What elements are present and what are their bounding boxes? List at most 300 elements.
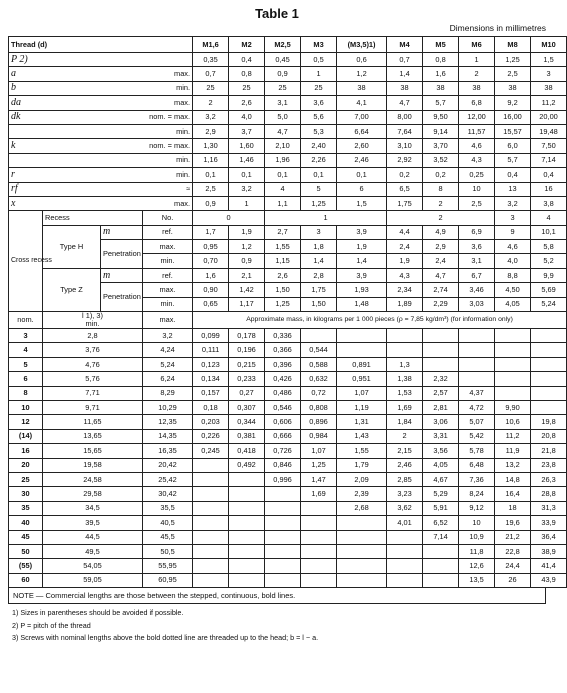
length-min: 34,5: [43, 501, 143, 515]
dim-value: 3,1: [265, 96, 301, 110]
table-row: [9, 182, 567, 196]
h-m-condition: ref.: [143, 225, 193, 239]
length-nom: 3: [9, 329, 43, 343]
dim-value: 6,8: [459, 96, 495, 110]
document-page: [8, 0, 558, 645]
length-nom: 40: [9, 516, 43, 530]
length-max: 5,24: [143, 357, 193, 371]
mass-value: [531, 386, 567, 400]
mass-value: [423, 573, 459, 587]
mass-value: 0,726: [265, 444, 301, 458]
footnote-1: 1) Sizes in parentheses should be avoided if possible.: [12, 608, 184, 618]
z-min-value: 5,24: [531, 297, 567, 311]
mass-value: 0,27: [229, 386, 265, 400]
z-m-value: 4,7: [423, 268, 459, 282]
dim-value: 1,46: [229, 153, 265, 167]
mass-value: 3,23: [387, 487, 423, 501]
mass-value: [265, 559, 301, 573]
dim-value: 1,1: [265, 196, 301, 210]
length-max: 6,24: [143, 372, 193, 386]
dim-symbol: [9, 153, 143, 167]
mass-value: 26,3: [531, 472, 567, 486]
mass-value: 1,53: [387, 386, 423, 400]
mass-value: 0,099: [193, 329, 229, 343]
mass-value: [193, 458, 229, 472]
z-min-value: 1,25: [265, 297, 301, 311]
dim-condition: max.: [143, 196, 193, 210]
dim-value: 2,6: [229, 96, 265, 110]
dim-value: 0,7: [193, 67, 229, 81]
mass-value: 21,2: [495, 530, 531, 544]
dim-value: 6,5: [387, 182, 423, 196]
length-min: 15,65: [43, 444, 143, 458]
length-max: 55,95: [143, 559, 193, 573]
mass-caption: Approximate mass, in kilograms per 1 000 pieces (ρ = 7,85 kg/dm³) (for information only): [193, 312, 567, 329]
h-max-condition: max.: [143, 240, 193, 254]
z-min-value: 1,48: [337, 297, 387, 311]
mass-value: [495, 329, 531, 343]
mass-value: 2,09: [337, 472, 387, 486]
mass-value: 1,69: [387, 400, 423, 414]
mass-value: [531, 357, 567, 371]
h-m-value: 2,7: [265, 225, 301, 239]
mass-value: [193, 501, 229, 515]
dim-value: 3,7: [229, 124, 265, 138]
mass-value: 0,492: [229, 458, 265, 472]
mass-value: 5,07: [459, 415, 495, 429]
length-max: 50,5: [143, 544, 193, 558]
mass-value: 0,226: [193, 429, 229, 443]
dim-value: 0,25: [459, 168, 495, 182]
length-nom: 5: [9, 357, 43, 371]
dim-value: 3,52: [423, 153, 459, 167]
dim-value: 38: [531, 81, 567, 95]
size-header: M5: [423, 37, 459, 53]
dim-condition: min.: [143, 168, 193, 182]
z-m-value: 6,7: [459, 268, 495, 282]
size-header: M2: [229, 37, 265, 53]
dim-value: 4,1: [337, 96, 387, 110]
recess-number: 4: [531, 211, 567, 225]
mass-value: 1,07: [301, 444, 337, 458]
dim-value: 25: [229, 81, 265, 95]
dim-value: 3,10: [387, 139, 423, 153]
dim-symbol: rf: [9, 182, 143, 196]
mass-value: 1,25: [301, 458, 337, 472]
mass-value: 0,381: [229, 429, 265, 443]
mass-value: [337, 343, 387, 357]
dim-value: 1,75: [387, 196, 423, 210]
mass-value: [229, 530, 265, 544]
h-m-value: 9: [495, 225, 531, 239]
mass-value: 20,8: [531, 429, 567, 443]
z-max-value: 1,75: [301, 283, 337, 297]
dim-value: 7,00: [337, 110, 387, 124]
mass-value: 10,9: [459, 530, 495, 544]
length-min: 24,58: [43, 472, 143, 486]
dim-value: 1,60: [229, 139, 265, 153]
table-row: [9, 110, 567, 124]
mass-value: 0,123: [193, 357, 229, 371]
dim-value: 11,2: [531, 96, 567, 110]
table-row: [9, 415, 567, 429]
mass-value: 2: [387, 429, 423, 443]
z-m-value: 4,3: [387, 268, 423, 282]
dim-value: 3,6: [301, 96, 337, 110]
mass-value: 8,24: [459, 487, 495, 501]
z-m-value: 2,6: [265, 268, 301, 282]
table-row: [9, 516, 567, 530]
length-min: 2,8: [43, 329, 143, 343]
dim-value: 4,6: [459, 139, 495, 153]
h-min-value: 5,2: [531, 254, 567, 268]
h-m-value: 3,9: [337, 225, 387, 239]
dim-value: 2,5: [495, 67, 531, 81]
mass-value: 9,90: [495, 400, 531, 414]
mass-value: 1,19: [337, 400, 387, 414]
mass-value: 0,336: [265, 329, 301, 343]
mass-value: 0,984: [301, 429, 337, 443]
h-max-value: 1,8: [301, 240, 337, 254]
dim-value: 2,40: [301, 139, 337, 153]
mass-value: [193, 472, 229, 486]
mass-value: 0,426: [265, 372, 301, 386]
mass-value: 0,307: [229, 400, 265, 414]
z-max-condition: max.: [143, 283, 193, 297]
dim-value: 5,3: [301, 124, 337, 138]
h-min-value: 1,15: [265, 254, 301, 268]
dim-value: 3,2: [495, 196, 531, 210]
h-max-value: 2,9: [423, 240, 459, 254]
length-nom: (55): [9, 559, 43, 573]
length-min: 9,71: [43, 400, 143, 414]
mass-value: 5,91: [423, 501, 459, 515]
table-row: [9, 357, 567, 371]
mass-value: 2,57: [423, 386, 459, 400]
mass-value: 1,55: [337, 444, 387, 458]
footnote-2: 2) P = pitch of the thread: [12, 620, 91, 630]
mass-value: [229, 544, 265, 558]
length-min: 39,5: [43, 516, 143, 530]
mass-value: 1,31: [337, 415, 387, 429]
dim-value: 6: [337, 182, 387, 196]
mass-value: 24,4: [495, 559, 531, 573]
length-nom: 30: [9, 487, 43, 501]
table-row: [9, 372, 567, 386]
dim-value: 5,6: [301, 110, 337, 124]
mass-value: 7,14: [423, 530, 459, 544]
dim-value: 38: [423, 81, 459, 95]
table-row: [9, 96, 567, 110]
mass-value: 1,38: [387, 372, 423, 386]
length-min: 13,65: [43, 429, 143, 443]
mass-value: [531, 400, 567, 414]
dim-value: 6,64: [337, 124, 387, 138]
dim-symbol: a: [9, 67, 143, 81]
h-max-value: 4,6: [495, 240, 531, 254]
mass-value: 1,69: [301, 487, 337, 501]
h-min-value: 0,9: [229, 254, 265, 268]
size-header: M2,5: [265, 37, 301, 53]
dim-symbol: r: [9, 168, 143, 182]
table-row: [9, 472, 567, 486]
z-max-value: 4,50: [495, 283, 531, 297]
mass-value: 0,366: [265, 343, 301, 357]
dim-value: 10: [459, 182, 495, 196]
table-row: [9, 139, 567, 153]
length-max: 8,29: [143, 386, 193, 400]
mass-value: [423, 329, 459, 343]
table-row: [9, 559, 567, 573]
dim-value: 2,92: [387, 153, 423, 167]
mass-value: 3,62: [387, 501, 423, 515]
footnote-3: 3) Screws with nominal lengths above the bold dotted line are threaded up to the head; b = l − a.: [12, 633, 319, 643]
dim-value: 0,45: [265, 53, 301, 67]
z-max-value: 1,93: [337, 283, 387, 297]
mass-value: 31,3: [531, 501, 567, 515]
dim-value: 7,14: [531, 153, 567, 167]
mass-value: 0,344: [229, 415, 265, 429]
length-nom: 12: [9, 415, 43, 429]
mass-value: 0,245: [193, 444, 229, 458]
mass-value: 26: [495, 573, 531, 587]
mass-value: [265, 544, 301, 558]
length-nom: 60: [9, 573, 43, 587]
mass-value: 19,6: [495, 516, 531, 530]
length-min: 59,05: [43, 573, 143, 587]
table-row: [9, 81, 567, 95]
mass-value: [337, 516, 387, 530]
mass-value: 3,06: [423, 415, 459, 429]
mass-value: 4,72: [459, 400, 495, 414]
mass-value: 0,111: [193, 343, 229, 357]
mass-value: 33,9: [531, 516, 567, 530]
table-row: [9, 573, 567, 587]
mass-value: [531, 343, 567, 357]
dim-value: 3,8: [531, 196, 567, 210]
length-max: 4,24: [143, 343, 193, 357]
z-max-value: 1,42: [229, 283, 265, 297]
mass-value: 12,6: [459, 559, 495, 573]
length-min: 49,5: [43, 544, 143, 558]
table-row: [9, 312, 567, 329]
z-min-condition: min.: [143, 297, 193, 311]
mass-value: [337, 544, 387, 558]
mass-value: [229, 501, 265, 515]
z-m-label: m: [101, 268, 143, 282]
dim-value: 2,5: [193, 182, 229, 196]
mass-value: 11,9: [495, 444, 531, 458]
mass-value: [301, 573, 337, 587]
table-row: [9, 487, 567, 501]
table-row: [9, 124, 567, 138]
mass-value: 0,203: [193, 415, 229, 429]
z-min-value: 1,17: [229, 297, 265, 311]
size-header: M6: [459, 37, 495, 53]
h-max-value: 1,2: [229, 240, 265, 254]
mass-value: 0,486: [265, 386, 301, 400]
table-row: [9, 429, 567, 443]
h-max-value: 5,8: [531, 240, 567, 254]
dim-value: 0,4: [229, 53, 265, 67]
mass-value: 4,37: [459, 386, 495, 400]
dim-value: 2,46: [337, 153, 387, 167]
mass-value: 1,43: [337, 429, 387, 443]
dim-value: 5: [301, 182, 337, 196]
mass-value: [495, 386, 531, 400]
table-row: [9, 544, 567, 558]
z-max-value: 1,50: [265, 283, 301, 297]
z-max-value: 2,34: [387, 283, 423, 297]
mass-value: 0,418: [229, 444, 265, 458]
dim-symbol: P 2): [9, 53, 143, 67]
length-min: 7,71: [43, 386, 143, 400]
recess-number: 1: [265, 211, 387, 225]
mass-value: [193, 573, 229, 587]
dim-value: 7,64: [387, 124, 423, 138]
length-min: 4,76: [43, 357, 143, 371]
dim-value: 0,8: [229, 67, 265, 81]
mass-value: 5,42: [459, 429, 495, 443]
mass-value: 3,31: [423, 429, 459, 443]
mass-value: 2,46: [387, 458, 423, 472]
mass-value: [423, 559, 459, 573]
table-row: [9, 37, 567, 53]
table-title: Table 1: [255, 6, 299, 21]
mass-value: 1,47: [301, 472, 337, 486]
mass-value: 11,8: [459, 544, 495, 558]
mass-value: [387, 329, 423, 343]
dim-value: 4: [265, 182, 301, 196]
dim-value: 0,2: [423, 168, 459, 182]
penetration-label-h: Penetration: [101, 240, 143, 269]
dim-condition: ≈: [143, 182, 193, 196]
h-m-value: 1,9: [229, 225, 265, 239]
z-m-value: 9,9: [531, 268, 567, 282]
dim-value: 11,57: [459, 124, 495, 138]
dim-value: 25: [193, 81, 229, 95]
dim-value: 9,50: [423, 110, 459, 124]
length-max: 25,42: [143, 472, 193, 486]
dim-symbol: [9, 124, 143, 138]
length-nom: 6: [9, 372, 43, 386]
mass-value: 10,6: [495, 415, 531, 429]
mass-value: 21,8: [531, 444, 567, 458]
mass-value: 2,68: [337, 501, 387, 515]
length-min: 3,76: [43, 343, 143, 357]
z-max-value: 2,74: [423, 283, 459, 297]
mass-value: [459, 357, 495, 371]
mass-value: 5,78: [459, 444, 495, 458]
dim-symbol: dk: [9, 110, 143, 124]
mass-value: 18: [495, 501, 531, 515]
dim-value: 5,0: [265, 110, 301, 124]
h-m-value: 6,9: [459, 225, 495, 239]
mass-value: [265, 530, 301, 544]
mass-value: [265, 573, 301, 587]
mass-value: 13,2: [495, 458, 531, 472]
dim-value: 0,8: [423, 53, 459, 67]
dim-value: 9,2: [495, 96, 531, 110]
table-row: [9, 196, 567, 210]
dim-value: 1,25: [301, 196, 337, 210]
mass-value: 0,546: [265, 400, 301, 414]
dim-value: 38: [337, 81, 387, 95]
z-m-value: 2,8: [301, 268, 337, 282]
h-min-value: 4,0: [495, 254, 531, 268]
recess-label: Recess: [43, 211, 143, 225]
dim-value: 4,7: [265, 124, 301, 138]
table-row: [9, 501, 567, 515]
h-min-value: 3,1: [459, 254, 495, 268]
dim-value: 0,35: [193, 53, 229, 67]
mass-value: 4,01: [387, 516, 423, 530]
mass-value: 0,996: [265, 472, 301, 486]
mass-value: [193, 544, 229, 558]
mass-value: 3,56: [423, 444, 459, 458]
mass-value: [229, 516, 265, 530]
mass-value: [301, 559, 337, 573]
mass-value: 2,81: [423, 400, 459, 414]
length-max: 45,5: [143, 530, 193, 544]
table-row: [9, 386, 567, 400]
length-min: 19,58: [43, 458, 143, 472]
dim-value: 1: [459, 53, 495, 67]
dim-value: 1: [229, 196, 265, 210]
length-min: 5,76: [43, 372, 143, 386]
dim-value: 0,4: [531, 168, 567, 182]
mass-value: 0,896: [301, 415, 337, 429]
mass-value: 5,29: [423, 487, 459, 501]
h-max-value: 1,55: [265, 240, 301, 254]
dim-value: 13: [495, 182, 531, 196]
dim-value: 3,2: [229, 182, 265, 196]
length-nom: (14): [9, 429, 43, 443]
mass-value: [495, 343, 531, 357]
h-m-value: 3: [301, 225, 337, 239]
length-max: 30,42: [143, 487, 193, 501]
mass-value: [423, 357, 459, 371]
mass-value: 0,632: [301, 372, 337, 386]
h-min-value: 0,70: [193, 254, 229, 268]
length-nom: 4: [9, 343, 43, 357]
mass-value: 0,157: [193, 386, 229, 400]
mass-value: [229, 487, 265, 501]
mass-value: 36,4: [531, 530, 567, 544]
mass-value: [531, 372, 567, 386]
h-min-value: 2,4: [423, 254, 459, 268]
mass-value: 0,891: [337, 357, 387, 371]
size-header: M1,6: [193, 37, 229, 53]
length-min-header: l 1), 3) min.: [43, 312, 143, 329]
mass-value: [265, 516, 301, 530]
mass-value: [423, 544, 459, 558]
table-row: [9, 67, 567, 81]
table-row: [9, 153, 567, 167]
mass-value: 7,36: [459, 472, 495, 486]
length-nom: 50: [9, 544, 43, 558]
mass-value: 13,5: [459, 573, 495, 587]
z-min-value: 0,65: [193, 297, 229, 311]
z-min-value: 1,50: [301, 297, 337, 311]
dimensions-note: Dimensions in millimetres: [449, 23, 546, 33]
dim-value: 8: [423, 182, 459, 196]
mass-value: 23,8: [531, 458, 567, 472]
dim-value: 1: [301, 67, 337, 81]
mass-value: [459, 372, 495, 386]
mass-value: [301, 530, 337, 544]
mass-value: [193, 487, 229, 501]
